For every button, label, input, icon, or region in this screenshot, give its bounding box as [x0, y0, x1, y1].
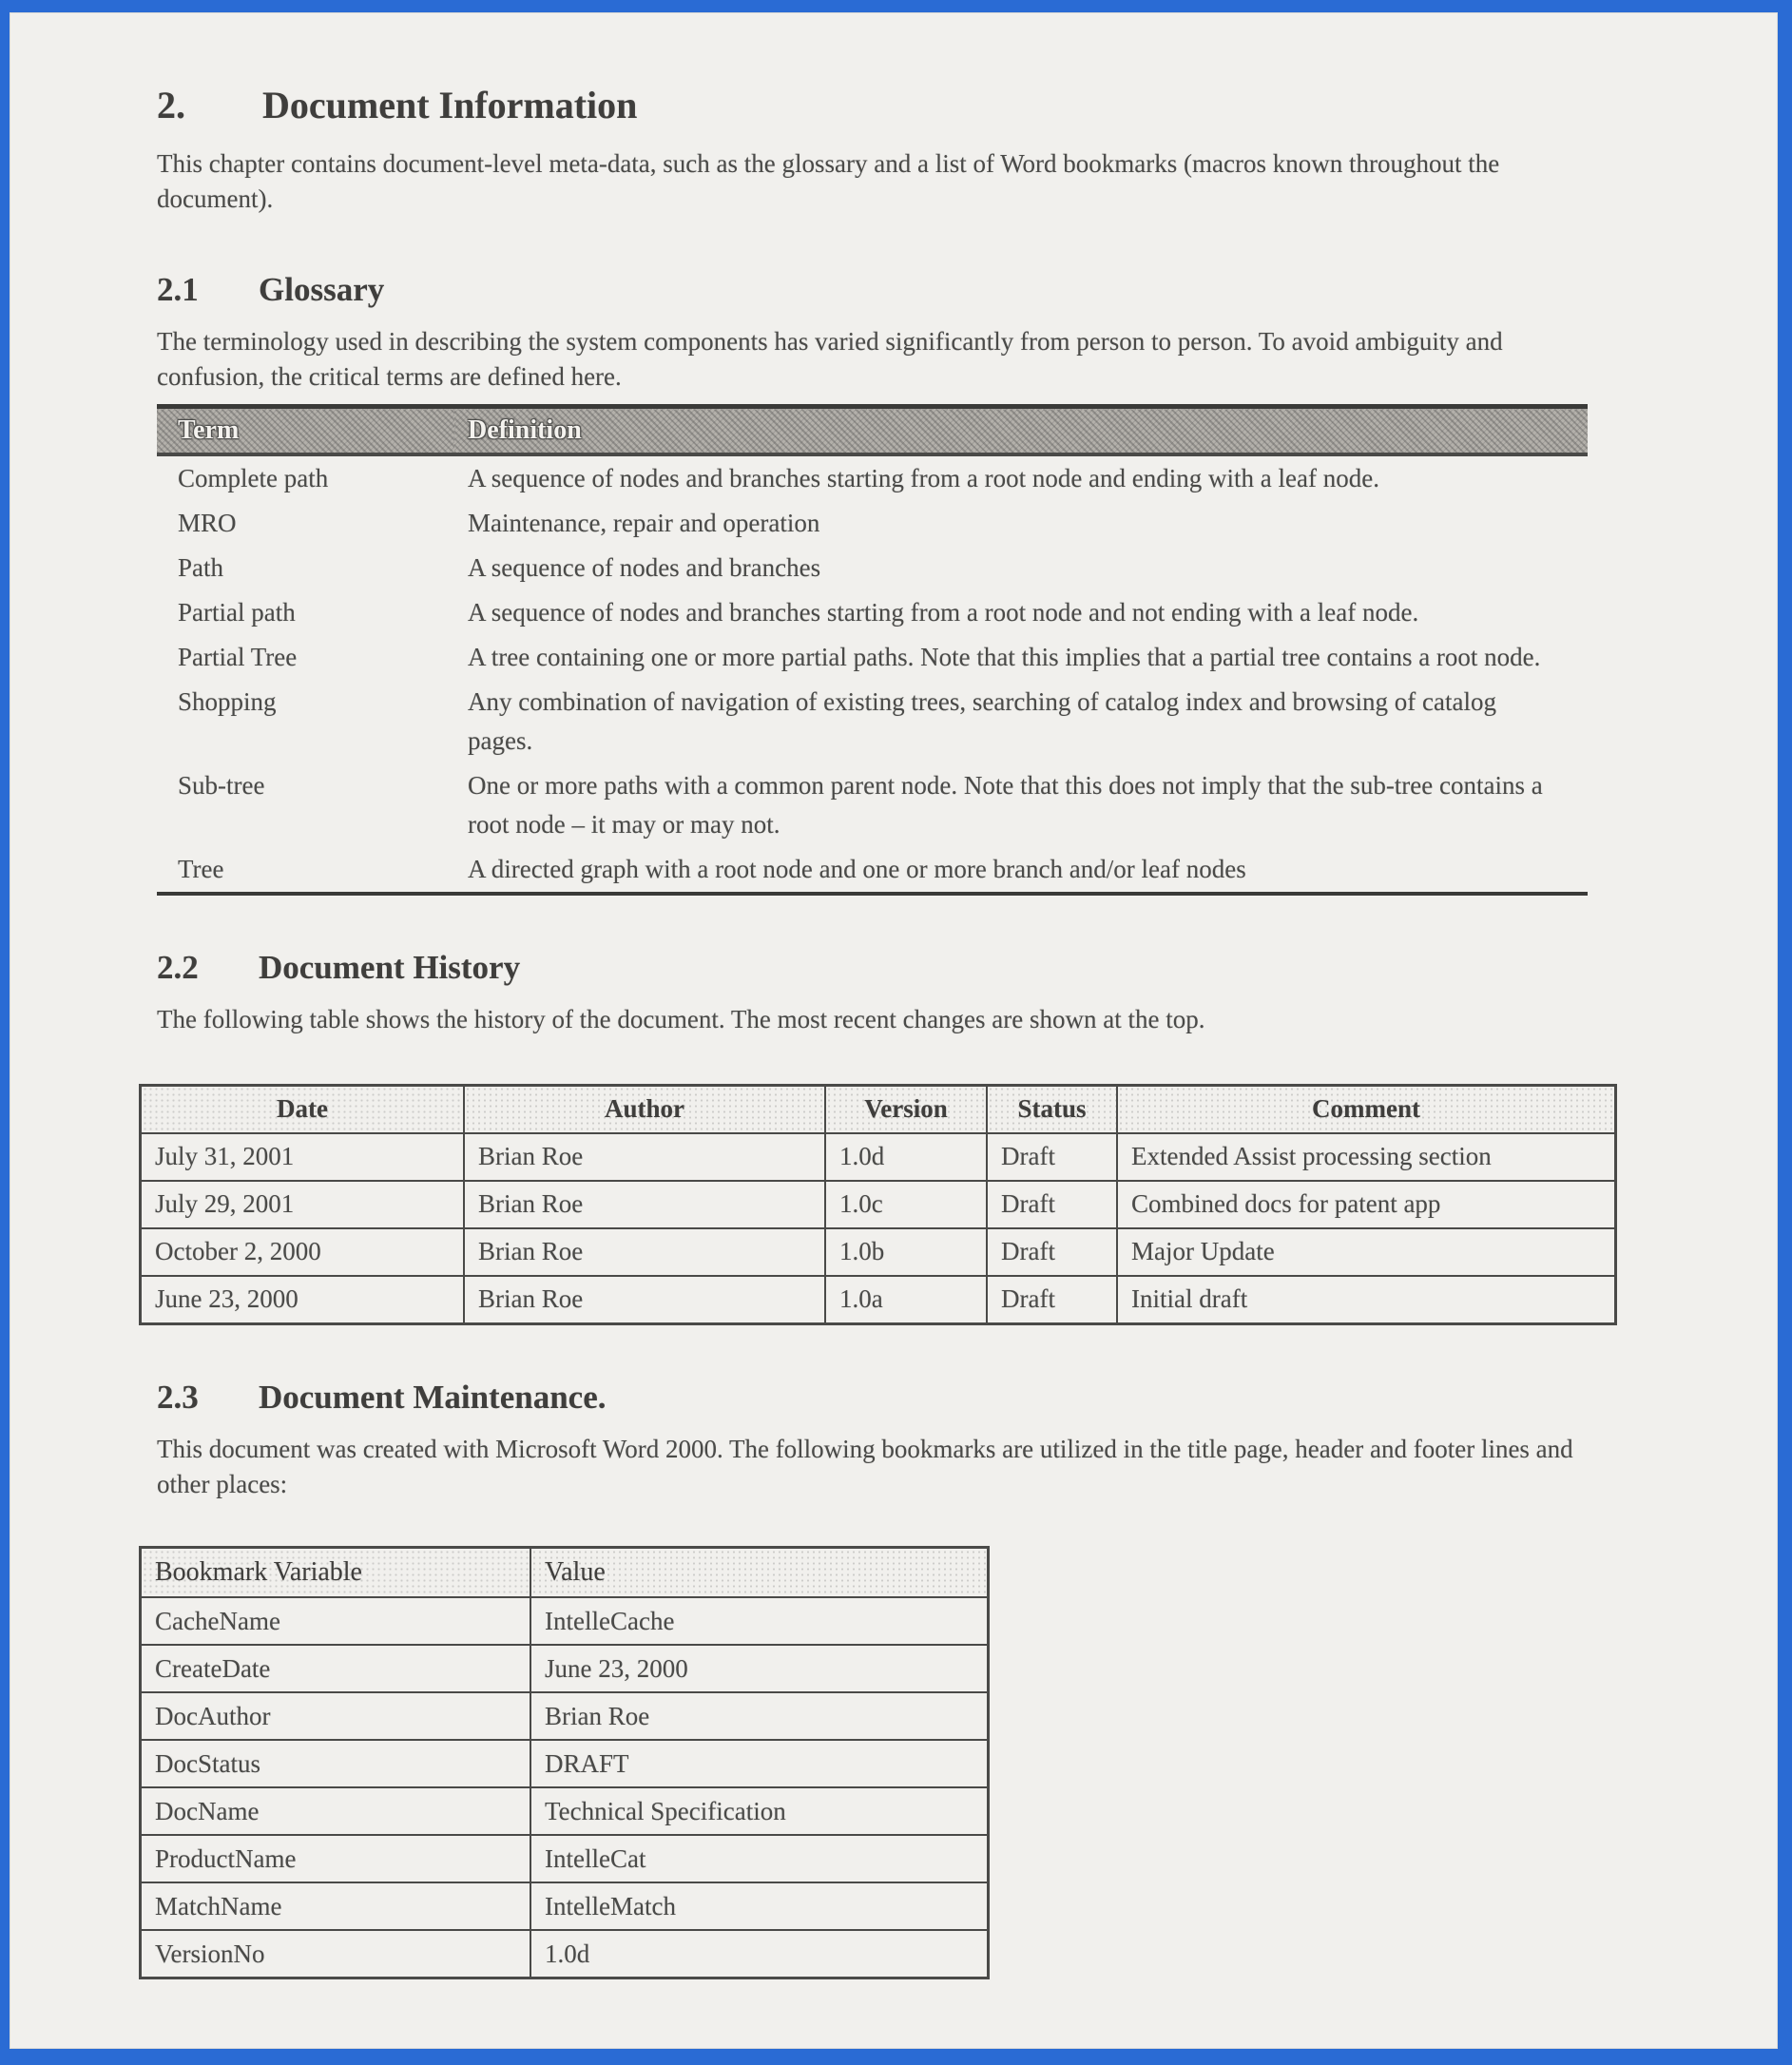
glossary-header-term: Term [157, 407, 454, 455]
term-cell: Partial path [178, 598, 296, 627]
version-cell: 1.0c [825, 1181, 987, 1228]
history-row [141, 1228, 1616, 1276]
bookmark-row [141, 1597, 989, 1645]
glossary-row [157, 635, 1588, 680]
term-cell: Shopping [178, 687, 277, 717]
date-cell: July 31, 2001 [141, 1133, 465, 1181]
heading-title: Document Maintenance. [259, 1378, 607, 1416]
heading-title: Glossary [259, 270, 385, 308]
section-heading-document-maintenance [157, 1379, 1778, 1417]
status-cell: Draft [987, 1133, 1117, 1181]
definition-cell: A directed graph with a root node and one or more branch and/or leaf nodes [468, 855, 1246, 884]
glossary-table [157, 404, 1588, 896]
glossary-row [157, 763, 1588, 847]
section-heading-document-history [157, 949, 1778, 987]
document-page [10, 12, 1778, 2049]
value-cell: IntelleMatch [530, 1882, 989, 1930]
heading-title: Document History [259, 949, 521, 987]
comment-cell: Combined docs for patent app [1117, 1181, 1616, 1228]
glossary-row [157, 847, 1588, 894]
status-cell: Draft [987, 1228, 1117, 1276]
author-cell: Brian Roe [464, 1181, 825, 1228]
value-cell: DRAFT [530, 1740, 989, 1787]
bookmark-row [141, 1740, 989, 1787]
history-row [141, 1276, 1616, 1324]
status-cell: Draft [987, 1181, 1117, 1228]
value-cell: IntelleCache [530, 1597, 989, 1645]
page-content [10, 12, 1778, 1979]
author-cell: Brian Roe [464, 1228, 825, 1276]
definition-cell: Any combination of navigation of existing trees, searching of catalog index and browsing of catalog pages. [468, 687, 1496, 756]
section-heading-glossary [157, 271, 1778, 309]
glossary-intro-paragraph: The terminology used in describing the system components has varied significantly from person to person. To avoid ambiguity and confusion, the critical terms are defined here. [157, 326, 1503, 391]
bookmark-row [141, 1882, 989, 1930]
document-information-paragraph: This chapter contains document-level meta-data, such as the glossary and a list of Word bookmarks (macros known throughout the document). [157, 149, 1500, 214]
comment-cell: Major Update [1117, 1228, 1616, 1276]
glossary-header-definition: Definition [454, 407, 1588, 455]
bookmarks-header-row [141, 1548, 989, 1598]
bookmark-row [141, 1692, 989, 1740]
version-cell: 1.0d [825, 1133, 987, 1181]
definition-cell: Maintenance, repair and operation [468, 509, 820, 538]
history-header-comment: Comment [1117, 1085, 1616, 1133]
bookmarks-header-value: Value [530, 1548, 989, 1598]
term-cell: Partial Tree [178, 643, 298, 672]
term-cell: Complete path [178, 464, 329, 492]
maintenance-intro-paragraph: This document was created with Microsoft Word 2000. The following bookmarks are utilized in the title page, header and footer lines and other places: [157, 1434, 1573, 1498]
author-cell: Brian Roe [464, 1276, 825, 1324]
glossary-row [157, 501, 1588, 546]
variable-cell: DocStatus [141, 1740, 531, 1787]
variable-cell: DocAuthor [141, 1692, 531, 1740]
date-cell: July 29, 2001 [141, 1181, 465, 1228]
history-header-row [141, 1085, 1616, 1133]
value-cell: Brian Roe [530, 1692, 989, 1740]
comment-cell: Extended Assist processing section [1117, 1133, 1616, 1181]
bookmark-row [141, 1787, 989, 1835]
definition-cell: A sequence of nodes and branches [468, 553, 821, 583]
version-cell: 1.0a [825, 1276, 987, 1324]
history-intro-paragraph: The following table shows the history of the document. The most recent changes are shown at the top. [157, 1005, 1205, 1034]
glossary-header-row [157, 407, 1588, 455]
value-cell: IntelleCat [530, 1835, 989, 1882]
value-cell: 1.0d [530, 1930, 989, 1978]
heading-number: 2.3 [157, 1378, 199, 1416]
term-cell: Tree [178, 855, 224, 884]
section-heading-document-information [157, 83, 1778, 127]
version-cell: 1.0b [825, 1228, 987, 1276]
variable-cell: MatchName [141, 1882, 531, 1930]
definition-cell: A tree containing one or more partial paths. Note that this implies that a partial tree contains a root node. [468, 643, 1541, 672]
heading-number: 2.2 [157, 949, 199, 987]
glossary-row [157, 454, 1588, 501]
variable-cell: VersionNo [141, 1930, 531, 1978]
variable-cell: CacheName [141, 1597, 531, 1645]
term-cell: Sub-tree [178, 771, 265, 801]
bookmark-row [141, 1645, 989, 1692]
history-header-status: Status [987, 1085, 1117, 1133]
history-header-version: Version [825, 1085, 987, 1133]
term-cell: MRO [178, 509, 237, 538]
variable-cell: DocName [141, 1787, 531, 1835]
status-cell: Draft [987, 1276, 1117, 1324]
heading-number: 2. [157, 84, 185, 126]
history-row [141, 1133, 1616, 1181]
heading-number: 2.1 [157, 270, 199, 308]
history-header-author: Author [464, 1085, 825, 1133]
date-cell: October 2, 2000 [141, 1228, 465, 1276]
author-cell: Brian Roe [464, 1133, 825, 1181]
value-cell: Technical Specification [530, 1787, 989, 1835]
glossary-row [157, 546, 1588, 590]
bookmark-row [141, 1835, 989, 1882]
definition-cell: A sequence of nodes and branches starting from a root node and not ending with a leaf node. [468, 598, 1419, 627]
bookmark-row [141, 1930, 989, 1978]
history-row [141, 1181, 1616, 1228]
bookmarks-table [139, 1546, 990, 1979]
date-cell: June 23, 2000 [141, 1276, 465, 1324]
value-cell: June 23, 2000 [530, 1645, 989, 1692]
history-header-date: Date [141, 1085, 465, 1133]
glossary-row [157, 680, 1588, 763]
variable-cell: CreateDate [141, 1645, 531, 1692]
term-cell: Path [178, 553, 224, 583]
glossary-row [157, 590, 1588, 635]
variable-cell: ProductName [141, 1835, 531, 1882]
heading-title: Document Information [262, 84, 638, 126]
definition-cell: One or more paths with a common parent node. Note that this does not imply that the sub-tree contains a root node – it may or may not. [468, 771, 1543, 840]
definition-cell: A sequence of nodes and branches starting from a root node and ending with a leaf node. [468, 464, 1379, 492]
document-history-table [139, 1084, 1617, 1325]
comment-cell: Initial draft [1117, 1276, 1616, 1324]
bookmarks-header-variable: Bookmark Variable [141, 1548, 531, 1598]
